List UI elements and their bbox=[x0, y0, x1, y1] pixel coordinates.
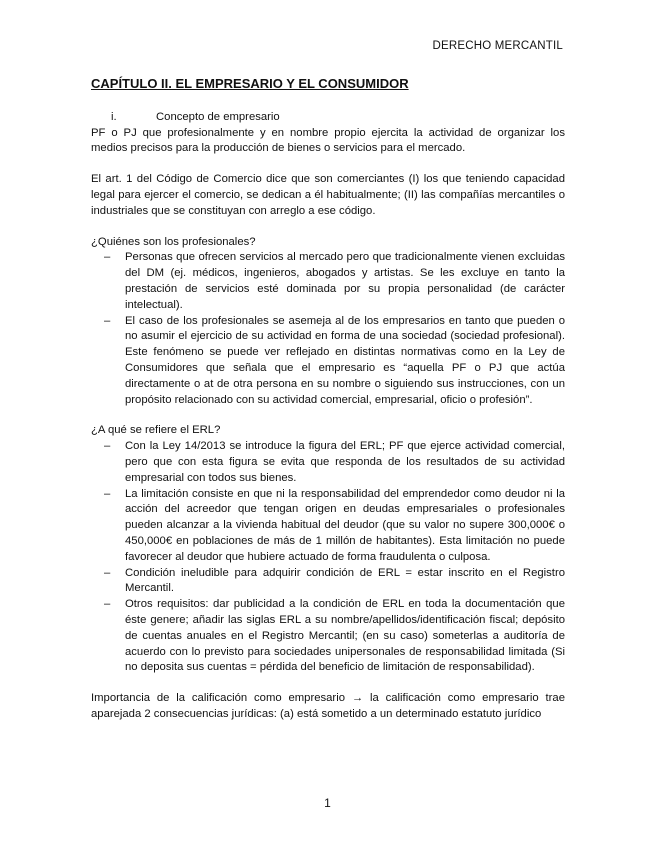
list-item: – El caso de los profesionales se asemeja al de los empresarios en tanto que pueden o no asumir el ejercicio de su actividad en forma de una sociedad (sociedad profesional). Este fenómeno se puede ver reflejado en distintas normativas como en la Ley de Consumidores que señala que el empresario es “aquella PF o PJ que actúa directamente o at de otra persona en su nombre o siguiendo sus instrucciones, con un propósito relacionado con su actividad comercial, empresarial, oficio o profesión”. bbox=[125, 314, 565, 409]
section-number: i. bbox=[111, 110, 117, 123]
list-item: – Otros requisitos: dar publicidad a la condición de ERL en toda la documentación que éste genere; añadir las siglas ERL a su nombre/apellidos/identificación fiscal; depósito de cuentas anuales en el Registro Mercantil; (en su caso) someterlas a auditoría de acuerdo con lo previsto para sociedades unipersonales de responsabilidad limitada (Si no deposita sus cuentas = pérdida del beneficio de limitación de responsabilidad). bbox=[125, 597, 565, 676]
erl-list bbox=[91, 439, 565, 676]
section-heading-text: Concepto de empresario bbox=[156, 110, 280, 123]
section-heading bbox=[91, 110, 565, 126]
article-paragraph: El art. 1 del Código de Comercio dice que son comerciantes (I) los que teniendo capacidad legal para ejercer el comercio, se dedican a él habitualmente; (II) las compañías mercantiles o industriales que se constituyan con arreglo a ese código. bbox=[91, 173, 565, 217]
page-body bbox=[91, 76, 565, 723]
profesionales-list bbox=[91, 250, 565, 408]
definition-paragraph: PF o PJ que profesionalmente y en nombre propio ejercita la actividad de organizar los medios precisos para la producción de bienes o servicios para el mercado. bbox=[91, 126, 565, 155]
running-header: DERECHO MERCANTIL bbox=[432, 40, 563, 52]
profesionales-question: ¿Quiénes son los profesionales? bbox=[91, 235, 256, 248]
page-number: 1 bbox=[324, 796, 331, 810]
erl-question: ¿A qué se refiere el ERL? bbox=[91, 424, 221, 437]
chapter-title: CAPÍTULO II. EL EMPRESARIO Y EL CONSUMIDOR bbox=[91, 76, 409, 91]
list-item: – La limitación consiste en que ni la responsabilidad del emprendedor como deudor ni la acción del acreedor que tengan origen en deudas empresariales o profesionales pueden alcanzar a la vivienda habitual del deudor (que su valor no supere 300,000€ o 450,000€ en poblaciones de más de 1 millón de habitantes). Esta limitación no puede favorecer al deudor que hubiere actuado de forma fraudulenta o culposa. bbox=[125, 487, 565, 566]
list-item: – Con la Ley 14/2013 se introduce la figura del ERL; PF que ejerce actividad comercial, pero que con esta figura se evita que responda de los resultados de su actividad empresarial con todos sus bienes. bbox=[125, 439, 565, 486]
list-item: – Condición ineludible para adquirir condición de ERL = estar inscrito en el Registro Mercantil. bbox=[125, 566, 565, 598]
importancia-paragraph: Importancia de la calificación como empresario → la calificación como empresario trae aparejada 2 consecuencias jurídicas: (a) está sometido a un determinado estatuto jurídico bbox=[91, 692, 565, 720]
list-item: – Personas que ofrecen servicios al mercado pero que tradicionalmente vienen excluidas del DM (ej. médicos, ingenieros, abogados y artistas. Se les excluye en tanto la prestación de servicios esté dominada por su propia personalidad (de carácter intelectual). bbox=[125, 250, 565, 313]
